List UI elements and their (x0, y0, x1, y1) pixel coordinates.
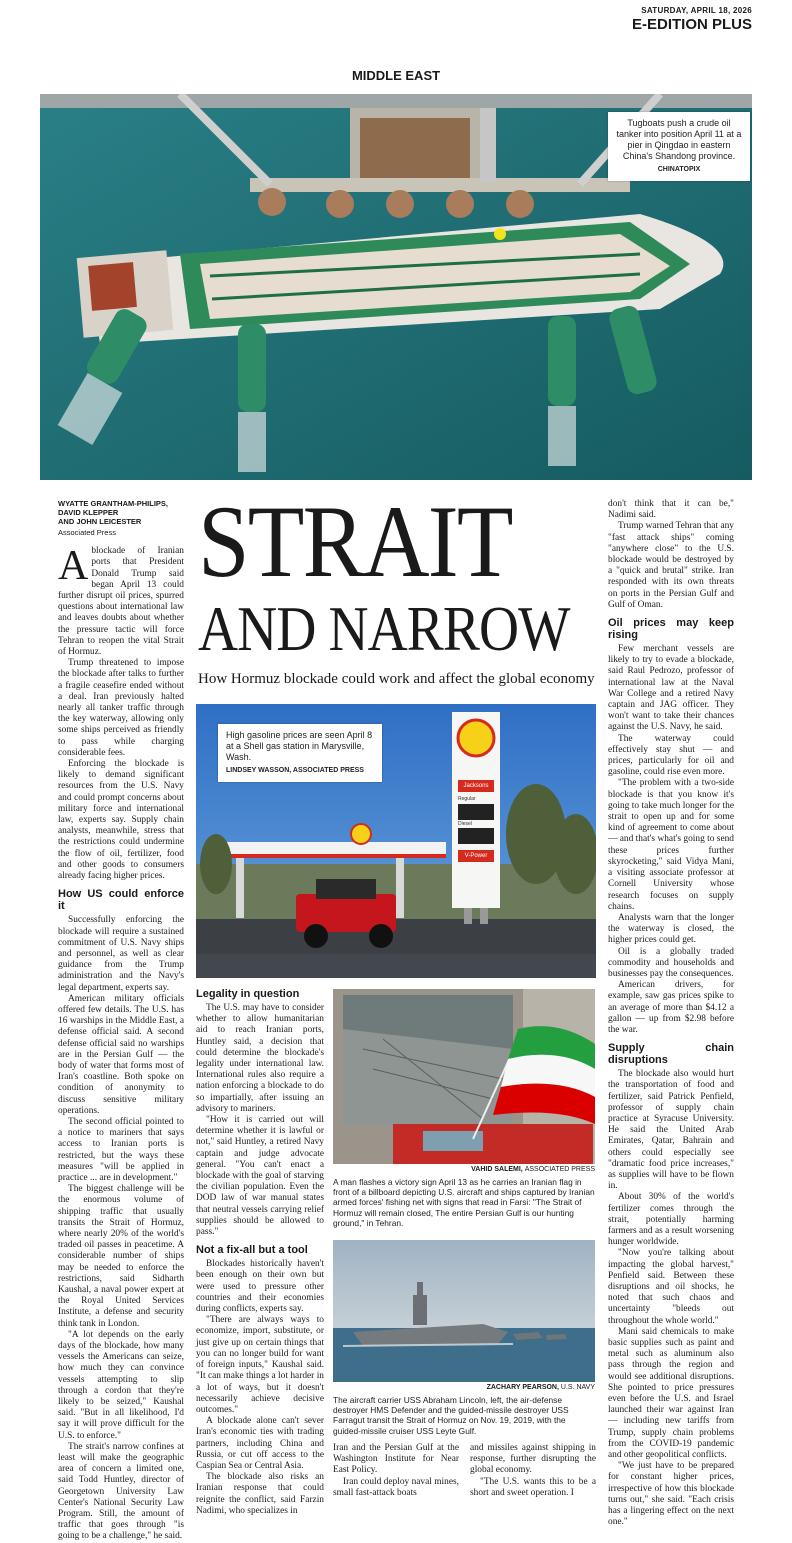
paragraph: "How it is carried out will determine whether it is lawful or not," said Huntley, a retired Navy captain and judge advocate general. "You can't enact a blockade with the goal of starving the civilian population. Even the DOD law of war manual states that neutral vessels carrying relief supplies should be allowed to pass." (196, 1115, 324, 1238)
byline-agency: Associated Press (58, 528, 116, 537)
byline-line: WYATTE GRANTHAM-PHILIPS, (58, 499, 168, 508)
tehran-flag-photo (333, 989, 595, 1164)
carrier-credit-name: ZACHARY PEARSON, (486, 1384, 559, 1391)
article-column-3 (333, 1443, 459, 1499)
paragraph: The second official pointed to a notice to mariners that says access to Iranian ports is restricted, but the ways these measures "will be applied in practice ... are in development." (58, 1116, 184, 1183)
paragraph: Enforcing the blockade is likely to demand significant resources from the U.S. Navy and could prompt concerns about military force and international law, experts say. Supply chain analysts, meanwhile, stress that the restrictions could undermine the flow of oil, fertilizer, food and other goods to consumers already facing higher prices. (58, 759, 184, 882)
carrier-photo-caption: The aircraft carrier USS Abraham Lincoln, left, the air-defense destroyer HMS Defender and the guided-missile destroyer USS Farragut transit the Strait of Hormuz on Nov. 19, 2019, with the guided-missile cruiser USS Leyte Gulf. (333, 1395, 569, 1436)
paragraph: Trump threatened to impose the blockade after talks to further a fragile ceasefire ended without a deal. Iran previously halted nearly all tanker traffic through the key waterway, allowing only some ships perceived as friendly to pass while charging considerable fees. (58, 658, 184, 758)
paragraph: Mani said chemicals to make basic supplies such as paint and metal such as aluminum also pass through the region and would see additional disruptions. She pointed to price pressures even before the U.S. and Israel launched their war against Iran — including new tariffs from Trump, supply chain problems from the COVID-19 pandemic and other geopolitical conflicts. (608, 1326, 734, 1461)
paragraph: A blockade alone can't sever Iran's economic ties with trading partners, including China and Russia, or cut off access to the Caspian Sea or Central Asia. (196, 1416, 324, 1471)
headline-deck: How Hormuz blockade could work and affect the global economy (198, 671, 595, 687)
carrier-photo-credit (333, 1384, 595, 1391)
article-column-1 (58, 499, 184, 1543)
flag-photo-caption: A man flashes a victory sign April 13 as he carries an Iranian flag in front of a billboard depicting U.S. aircraft and ships captured by Iranian armed forces' fishing net with signs that read in Farsi: "The Strait of Hormuz will remain closed, The entire Persian Gulf is our hunting ground," in Tehran. (333, 1177, 595, 1228)
hero-caption-box (608, 112, 750, 181)
paragraph: The blockade also would hurt the transportation of food and fertilizer, said Patrick Penfield, professor of supply chain practice at Syracuse University. He said the United Arab Emirates, Qatar, Bahrain and others could especially see "dramatic food price increases," as supplies will have to be flown in. (608, 1069, 734, 1192)
subhead: How US could enforce it (58, 888, 184, 913)
gas-caption-box (218, 724, 382, 782)
byline-line: AND JOHN LEICESTER (58, 517, 142, 526)
drop-cap: A (58, 543, 89, 590)
subhead: Oil prices may keep rising (608, 617, 734, 642)
paragraph: "The U.S. wants this to be a short and sweet operation. I (470, 1476, 596, 1498)
paragraph: "A lot depends on the early days of the blockade, how many vessels the Americans can seize, how much they can convince vessels attempting to slip through a cordon that they're likely to be seized," Kaushal said. "But in all likelihood, I'd say it will prove difficult for the U.S. to enforce." (58, 1329, 184, 1441)
headline-line-1: STRAIT (198, 485, 512, 599)
sign-vpower: V-Power (464, 853, 488, 859)
paragraph: The waterway could effectively stay shut — and prices, particularly for oil and gasoline, could rise even more. (608, 733, 734, 778)
sign-diesel: Diesel (458, 821, 472, 827)
gas-credit: LINDSEY WASSON, ASSOCIATED PRESS (226, 767, 364, 774)
carrier-photo (333, 1240, 595, 1382)
paragraph: The U.S. may have to consider whether to allow humanitarian aid to reach Iranian ports, Huntley said, a decision that could determine the blockade's legality under international law. International rules also require a nation enforcing a blockade to do so impartially, after issuing an advisory to mariners. (196, 1003, 324, 1114)
paragraph: The blockade also risks an Iranian response that could reignite the conflict, said Farzin Nadimi, who specializes in (196, 1472, 324, 1516)
flag-photo-credit (333, 1166, 595, 1173)
hero-caption: Tugboats push a crude oil tanker into position April 11 at a pier in Qingdao in eastern China's Shandong province. (616, 118, 742, 161)
flag-credit-agency: ASSOCIATED PRESS (524, 1166, 595, 1173)
paragraph: Iran could deploy naval mines, small fast-attack boats (333, 1476, 459, 1498)
paragraph: American military officials offered few details. The U.S. has 16 warships in the Middle East, a defense official said. A second defense official said no warships are in the Persian Gulf — the body of water that forms most of Iran's coastline. Both spoke on condition of anonymity to discuss sensitive military operations. (58, 993, 184, 1116)
gas-caption: High gasoline prices are seen April 8 at a Shell gas station in Marysville, Wash. (226, 730, 373, 762)
subhead: Legality in question (196, 988, 300, 1000)
paragraph: Oil is a globally traded commodity and households and businesses pay the consequences. (608, 946, 734, 979)
byline-line: DAVID KLEPPER (58, 508, 119, 517)
paragraph: About 30% of the world's fertilizer comes through the strait, potentially harming farmers and as a result worsening hunger worldwide. (608, 1192, 734, 1248)
article-column-4 (470, 1443, 596, 1499)
sign-brand: Jacksons (463, 783, 489, 789)
paragraph: Few merchant vessels are likely to try to evade a blockade, said Raul Pedrozo, professor of international law at the Naval War College and a retired Navy captain and JAG officer. They won't want to take their chances against the U.S. Navy, he said. (608, 644, 734, 733)
section-label: MIDDLE EAST (351, 68, 441, 83)
paragraph: don't think that it can be," Nadimi said. (608, 499, 734, 521)
paragraph: The biggest challenge will be the enormous volume of shipping traffic that usually transits the Strait of Hormuz, where nearly 20% of the world's traded oil passes in peacetime. A considerable number of ships may be needed to enforce the restrictions, said Sidharth Kaushal, a naval power expert at the Royal United Services Institute, a defense and security think tank in London. (58, 1184, 184, 1329)
flag-credit-name: VAHID SALEMI, (471, 1166, 523, 1173)
paragraph: Blockades historically haven't been enough on their own but were used to pressure other countries and their economies during conflicts, experts say. (196, 1259, 324, 1315)
carrier-illustration (333, 1240, 595, 1382)
article-column-2 (196, 988, 324, 1517)
paragraph: Trump warned Tehran that any "fast attack ships" coming "anywhere close" to the U.S. blockade would be destroyed by a "quick and brutal" strike. Iran responded with its own threats on ports in the Persian Gulf and Gulf of Oman. (608, 521, 734, 610)
paragraph: "We just have to be prepared for constant higher prices, irrespective of how this blockade turns out," she said. "Each crisis has a lingering effect on the next one." (608, 1461, 734, 1528)
headline-line-2: AND NARROW (198, 594, 570, 664)
paragraph: The strait's narrow confines at least will make the geographic area of concern a limited one, said Todd Huntley, director of Georgetown University Law Center's National Security Law Program. Still, the amount of traffic that goes through "is going to be a challenge," he said. (58, 1441, 184, 1542)
article-column-5 (608, 499, 734, 1528)
paragraph: Analysts warn that the longer the waterway is closed, the higher prices could get. (608, 912, 734, 946)
hero-photo (40, 94, 752, 480)
sign-regular: Regular (458, 796, 476, 802)
paragraph: blockade of Iranian ports that President Donald Trump said began April 13 could further disrupt oil prices, spurred questions about international law and leaves doubts about whether the pressure tactic will force Tehran to reopen the vital Strait of Hormuz. (58, 546, 184, 658)
gas-station-photo (196, 704, 596, 978)
subhead: Not a fix-all but a tool (196, 1244, 308, 1257)
edition-date: SATURDAY, APRIL 18, 2026 (641, 6, 752, 15)
paragraph: and missiles against shipping in response, further disrupting the global economy. (470, 1443, 596, 1476)
paragraph: "There are always ways to economize, import, substitute, or just give up on certain things that you can no longer build for want of foreign inputs," Kaushal said. "It can make things a lot harder in a lot of ways, but it doesn't necessarily achieve decisive outcomes." (196, 1315, 324, 1415)
paragraph: Iran and the Persian Gulf at the Washington Institute for Near East Policy. (333, 1443, 459, 1476)
paragraph: American drivers, for example, saw gas prices spike to an average of more than $4.12 a gallon — up from $2.98 before the war. (608, 980, 734, 1035)
flag-illustration (333, 989, 595, 1164)
edition-name: E-EDITION PLUS (631, 16, 752, 33)
subhead: Supply chain disruptions (608, 1042, 734, 1067)
paragraph: Successfully enforcing the blockade will require a sustained commitment of U.S. Navy ships and personnel, as well as clear guidance from the Trump administration and the Navy's legal department, experts say. (58, 915, 184, 993)
carrier-credit-agency: U.S. NAVY (560, 1384, 595, 1391)
paragraph: "The problem with a two-side blockade is that you know it's going to take much longer for the strait to open up and for some kind of agreement to come about — and that's what's going to send these prices further skyrocketing," said Vidya Mani, a visiting associate professor at Cornell University whose research focuses on supply chains. (608, 778, 734, 912)
paragraph: "Now you're talking about impacting the global harvest," Penfield said. Between these disruptions and oil shocks, he noted that such chaos and uncertainty "bleeds out throughout the whole world." (608, 1248, 734, 1326)
hero-credit: CHINATOPIX (657, 166, 701, 173)
